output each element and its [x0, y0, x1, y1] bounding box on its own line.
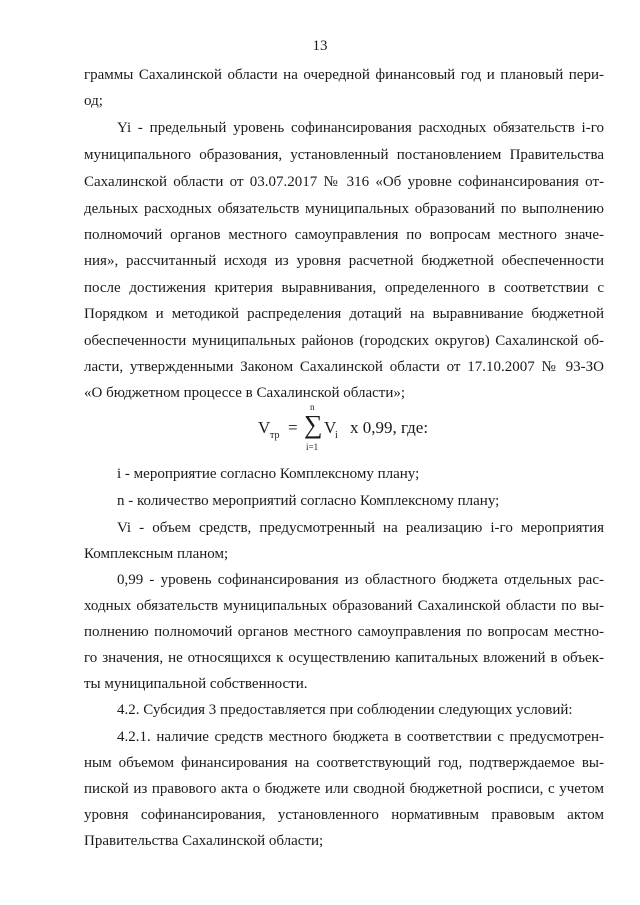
text-line: Сахалинской области от 03.07.2017 № 316 «Об уровне софинансирования от- — [84, 174, 604, 190]
text-line: од; — [84, 93, 103, 109]
formula-tail: x 0,99, где: — [350, 418, 429, 437]
text-line: ния», рассчитанный исходя из уровня расчетной бюджетной обеспеченности — [84, 253, 604, 269]
text-line: Комплексным планом; — [84, 546, 229, 562]
text-line: ласти, утвержденными Законом Сахалинской области от 17.10.2007 № 93-ЗО — [84, 359, 604, 375]
sigma-icon: ∑ — [304, 410, 323, 439]
text-line: после достижения критерия выравнивания, определенного в соответствии с — [84, 280, 604, 296]
text-line: дельных расходных обязательств муниципальных образований по выполнению — [84, 201, 604, 217]
text-line: ным объемом финансирования на соответствующий год, подтверждаемое вы- — [84, 755, 604, 771]
text-line: 4.2.1. наличие средств местного бюджета в соответствии с предусмотрен- — [117, 729, 604, 745]
text-line: Правительства Сахалинской области; — [84, 833, 324, 849]
text-line: 0,99 - уровень софинансирования из областного бюджета отдельных рас- — [117, 572, 604, 588]
formula-lhs-subscript: тр — [270, 430, 280, 441]
text-line: 4.2. Субсидия 3 предоставляется при соблюдении следующих условий: — [117, 702, 573, 718]
text-line: i - мероприятие согласно Комплексному плану; — [117, 466, 420, 482]
text-line: n - количество мероприятий согласно Комплексному плану; — [117, 493, 500, 509]
text-line: муниципального образования, установленный постановлением Правительства — [84, 147, 604, 163]
text-line: обеспеченности муниципальных районов (городских округов) Сахалинской об- — [84, 333, 604, 349]
formula-term-subscript: i — [335, 430, 338, 441]
text-line: ты муниципальной собственности. — [84, 676, 308, 692]
text-line: Yi - предельный уровень софинансирования расходных обязательств i-го — [117, 120, 604, 136]
text-line: ходных обязательств муниципальных образований Сахалинской области по вы- — [84, 598, 604, 614]
text-line: граммы Сахалинской области на очередной финансовый год и плановый пери- — [84, 67, 604, 83]
text-line: Vi - объем средств, предусмотренный на реализацию i-го мероприятия — [117, 520, 604, 536]
page-number: 13 — [312, 38, 328, 54]
formula-equals: = — [288, 418, 298, 437]
text-line: уровня софинансирования, установленного нормативным правовым актом — [84, 807, 604, 823]
text-line: полномочий органов местного самоуправления по вопросам местного значе- — [84, 227, 604, 243]
text-line: «О бюджетном процессе в Сахалинской области»; — [84, 385, 406, 401]
text-line: пиской из правового акта о бюджете или сводной бюджетной росписи, с учетом — [84, 781, 604, 797]
text-line: Порядком и методикой распределения дотаций на выравнивание бюджетной — [84, 306, 604, 322]
formula-sum-upper: n — [310, 402, 315, 412]
formula-lhs: V — [258, 418, 271, 437]
formula-term: V — [324, 418, 337, 437]
formula — [258, 404, 458, 450]
formula-sum-lower: i=1 — [306, 442, 319, 452]
text-line: го значения, не относящихся к осуществлению капитальных вложений в объек- — [84, 650, 604, 666]
text-line: полнению полномочий органов местного самоуправления по вопросам местно- — [84, 624, 604, 640]
